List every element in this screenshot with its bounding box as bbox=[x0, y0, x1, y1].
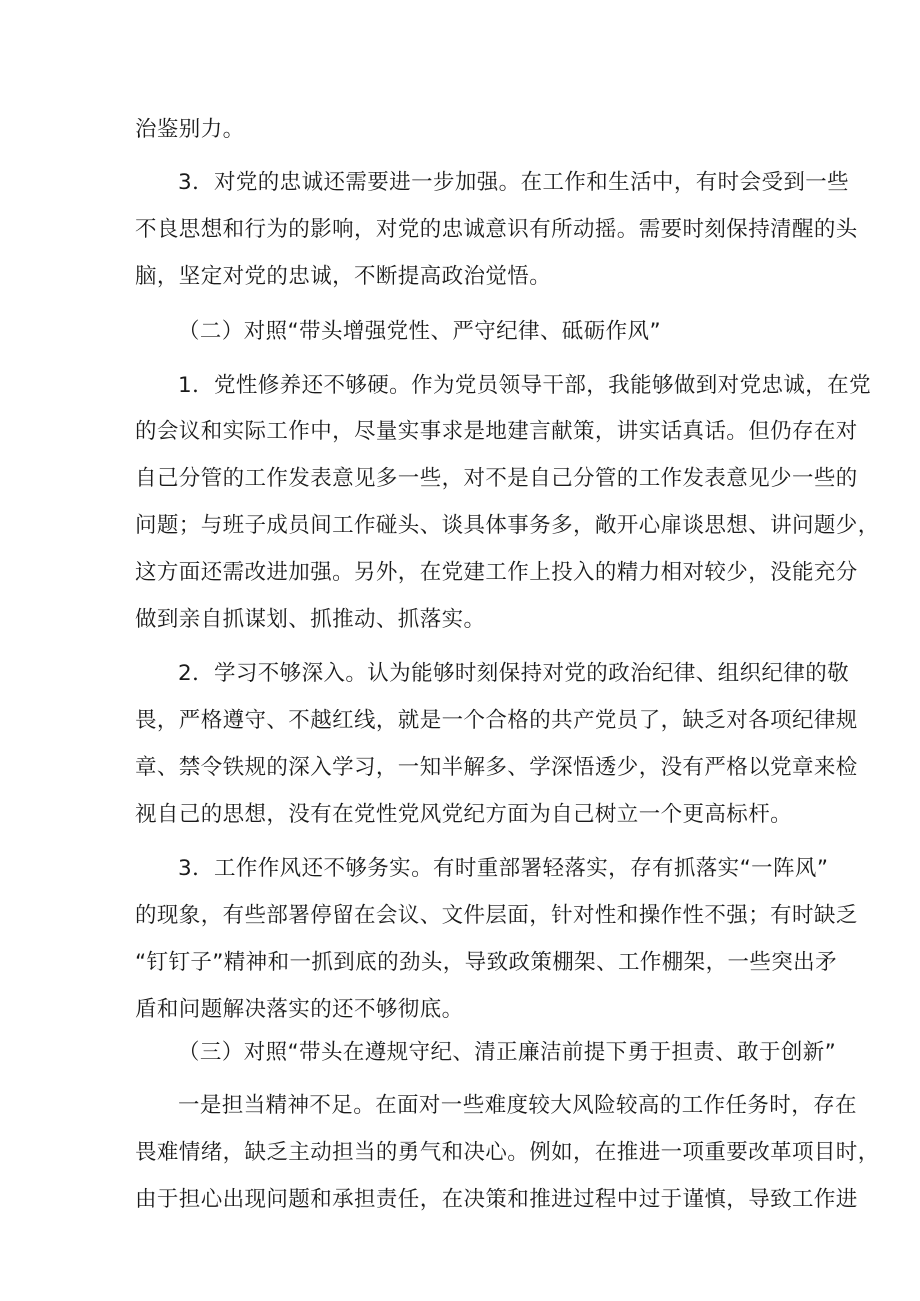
text-line: 问题；与班子成员间工作碰头、谈具体事务多，敞开心扉谈思想、讲问题少， bbox=[135, 513, 880, 538]
text-line: 盾和问题解决落实的还不够彻底。 bbox=[135, 997, 464, 1022]
text-line: 畏，严格遵守、不越红线，就是一个合格的共产党员了，缺乏对各项纪律规 bbox=[135, 708, 858, 733]
section-heading: （三）对照“带头在遵规守纪、清正廉洁前提下勇于担责、敢于创新” bbox=[178, 1040, 837, 1065]
text-line: 畏难情绪，缺乏主动担当的勇气和决心。例如，在推进一项重要改革项目时， bbox=[135, 1140, 880, 1165]
text-line: 的现象，有些部署停留在会议、文件层面，针对性和操作性不强；有时缺乏 bbox=[135, 903, 858, 928]
text-line: 的会议和实际工作中，尽量实事求是地建言献策，讲实话真话。但仍存在对 bbox=[135, 419, 858, 444]
text-line: 视自己的思想，没有在党性党风党纪方面为自己树立一个更高标杆。 bbox=[135, 802, 793, 827]
text-line: 自己分管的工作发表意见多一些，对不是自己分管的工作发表意见少一些的 bbox=[135, 466, 858, 491]
text-line: 脑，坚定对党的忠诚，不断提高政治觉悟。 bbox=[135, 264, 552, 289]
text-line: 做到亲自抓谋划、抓推动、抓落实。 bbox=[135, 607, 486, 632]
text-line: 章、禁令铁规的深入学习，一知半解多、学深悟透少，没有严格以党章来检 bbox=[135, 755, 858, 780]
text-line: 治鉴别力。 bbox=[135, 117, 245, 142]
text-line: 不良思想和行为的影响，对党的忠诚意识有所动摇。需要时刻保持清醒的头 bbox=[135, 217, 858, 242]
text-line: 1．党性修养还不够硬。作为党员领导干部，我能够做到对党忠诚，在党 bbox=[178, 373, 871, 398]
text-line: 由于担心出现问题和承担责任，在决策和推进过程中过于谨慎，导致工作进 bbox=[135, 1187, 858, 1212]
text-line: 3．工作作风还不够务实。有时重部署轻落实，存有抓落实“一阵风” bbox=[178, 856, 829, 881]
text-line: 3．对党的忠诚还需要进一步加强。在工作和生活中，有时会受到一些 bbox=[178, 170, 850, 195]
section-heading: （二）对照“带头增强党性、严守纪律、砥砺作风” bbox=[178, 319, 661, 344]
text-line: 这方面还需改进加强。另外，在党建工作上投入的精力相对较少，没能充分 bbox=[135, 560, 858, 585]
text-line: “钉钉子”精神和一抓到底的劲头，导致政策棚架、工作棚架，一些突出矛 bbox=[135, 950, 837, 975]
text-line: 2．学习不够深入。认为能够时刻保持对党的政治纪律、组织纪律的敬 bbox=[178, 661, 850, 686]
text-line: 一是担当精神不足。在面对一些难度较大风险较高的工作任务时，存在 bbox=[178, 1093, 857, 1118]
